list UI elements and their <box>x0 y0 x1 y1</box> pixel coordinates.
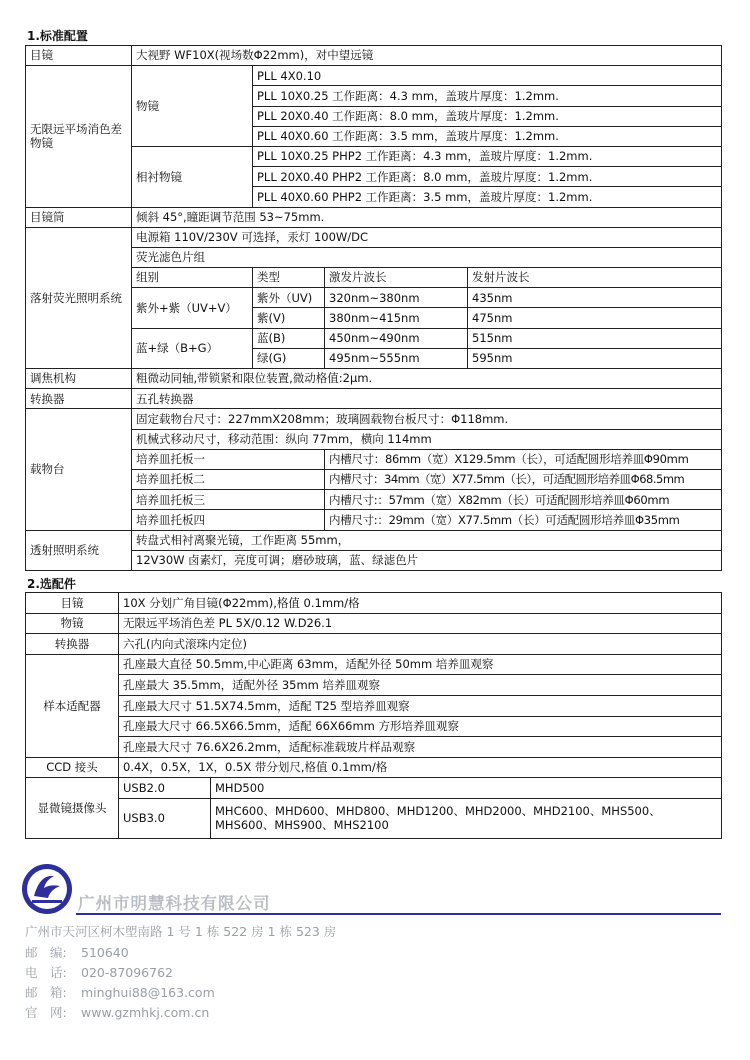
table-row <box>26 593 722 614</box>
trans-label: 透射照明系统 <box>26 530 132 570</box>
opt-eyepiece-label: 目镜 <box>26 593 119 614</box>
phone-label: 电 话: <box>25 965 67 980</box>
website-label: 官 网: <box>25 1005 67 1020</box>
plate-name: 培养皿托板一 <box>132 449 325 469</box>
stage-move: 机械式移动尺寸，移动范围：纵向 77mm，横向 114mm <box>132 429 722 449</box>
footer-divider <box>76 913 721 915</box>
objective-label: 无限远平场消色差物镜 <box>26 66 132 207</box>
table-row <box>26 613 722 634</box>
website-line <box>25 1003 209 1021</box>
objective-group2-label: 相衬物镜 <box>132 146 253 207</box>
objective-item: PLL 4X0.10 <box>253 66 722 86</box>
email-line <box>25 983 215 1001</box>
focus-value: 粗微动同轴,带锁紧和限位装置,微动格值:2μm. <box>132 369 722 389</box>
fluor-label: 落射荧光照明系统 <box>26 227 132 368</box>
objective-group1-label: 物镜 <box>132 66 253 147</box>
postcode-value: 510640 <box>81 945 129 960</box>
company-logo-icon <box>20 862 74 916</box>
adapter-item: 孔座最大直径 50.5mm,中心距离 63mm，适配外径 50mm 培养皿观察 <box>119 654 722 675</box>
table-row <box>26 798 722 838</box>
adapter-item: 孔座最大尺寸 76.6X26.2mm，适配标准载玻片样品观察 <box>119 737 722 758</box>
company-name: 广州市明慧科技有限公司 <box>78 894 271 913</box>
table-row <box>26 675 722 696</box>
camera-usb3: USB3.0 <box>119 798 211 838</box>
table-row <box>26 227 722 247</box>
opt-nosepiece-label: 转换器 <box>26 634 119 655</box>
ccd-value: 0.4X，0.5X，1X，0.5X 带分划尺,格值 0.1mm/格 <box>119 757 722 778</box>
fluor-group2: 蓝+绿（B+G） <box>132 328 253 368</box>
nosepiece-label: 转换器 <box>26 389 132 409</box>
section-title-standard: 1.标准配置 <box>27 29 88 43</box>
trans-line1: 转盘式相衬离聚光镜，工作距离 55mm， <box>132 530 722 550</box>
table-row <box>26 409 722 429</box>
plate-name: 培养皿托板四 <box>132 510 325 530</box>
company-address: 广州市天河区柯木塱南路 1 号 1 栋 522 房 1 栋 523 房 <box>25 924 337 939</box>
eyepiece-value: 大视野 WF10X(视场数Φ22mm)，对中望远镜 <box>132 46 722 66</box>
fluor-ex: 320nm~380nm <box>325 288 468 308</box>
table-row <box>26 737 722 758</box>
postcode-line <box>25 943 129 961</box>
optional-accessories-table <box>25 592 722 839</box>
fluor-header-type: 类型 <box>253 268 325 288</box>
stage-fixed: 固定载物台尺寸：227mmX208mm；玻璃圆载物台板尺寸：Φ118mm. <box>132 409 722 429</box>
phone-value: 020-87096762 <box>81 965 173 980</box>
fluor-em: 595nm <box>468 348 722 368</box>
fluor-type: 紫(V) <box>253 308 325 328</box>
section-title-optional: 2.选配件 <box>27 577 76 591</box>
email-value[interactable]: minghui88@163.com <box>81 985 215 1000</box>
table-row <box>26 46 722 66</box>
table-row <box>26 530 722 550</box>
email-label: 邮 箱: <box>25 985 67 1000</box>
fluor-em: 475nm <box>468 308 722 328</box>
adapter-item: 孔座最大尺寸 66.5X66.5mm，适配 66X66mm 方形培养皿观察 <box>119 716 722 737</box>
fluor-header-em: 发射片波长 <box>468 268 722 288</box>
fluor-em: 515nm <box>468 328 722 348</box>
fluor-ex: 495nm~555nm <box>325 348 468 368</box>
objective-item: PLL 10X0.25 PHP2 工作距离：4.3 mm，盖玻片厚度：1.2mm. <box>253 146 722 166</box>
fluor-type: 绿(G) <box>253 348 325 368</box>
opt-objective-value: 无限远平场消色差 PL 5X/0.12 W.D26.1 <box>119 613 722 634</box>
opt-nosepiece-value: 六孔(内向式滚珠内定位) <box>119 634 722 655</box>
table-row <box>26 716 722 737</box>
fluor-ex: 450nm~490nm <box>325 328 468 348</box>
plate-name: 培养皿托板二 <box>132 469 325 489</box>
plate-name: 培养皿托板三 <box>132 490 325 510</box>
tube-label: 目镜筒 <box>26 207 132 227</box>
adapter-label: 样本适配器 <box>26 654 119 757</box>
table-row <box>26 778 722 799</box>
objective-item: PLL 20X0.40 工作距离：8.0 mm，盖玻片厚度：1.2mm. <box>253 106 722 126</box>
fluor-em: 435nm <box>468 288 722 308</box>
opt-eyepiece-value: 10X 分划广角目镜(Φ22mm),格值 0.1mm/格 <box>119 593 722 614</box>
table-row <box>26 207 722 227</box>
plate-spec: 内槽尺寸:：29mm（宽）X77.5mm（长）可适配圆形培养皿Φ35mm <box>325 510 722 530</box>
fluor-type: 蓝(B) <box>253 328 325 348</box>
table-row <box>26 654 722 675</box>
focus-label: 调焦机构 <box>26 369 132 389</box>
eyepiece-label: 目镜 <box>26 46 132 66</box>
table-row <box>26 389 722 409</box>
objective-item: PLL 40X0.60 工作距离：3.5 mm，盖玻片厚度：1.2mm. <box>253 126 722 146</box>
website-link[interactable]: www.gzmhkj.com.cn <box>81 1005 210 1020</box>
standard-config-table <box>25 45 722 571</box>
table-row <box>26 757 722 778</box>
ccd-label: CCD 接头 <box>26 757 119 778</box>
tube-value: 倾斜 45°,瞳距调节范围 53~75mm. <box>132 207 722 227</box>
postcode-label: 邮 编: <box>25 945 67 960</box>
fluor-type: 紫外（UV) <box>253 288 325 308</box>
fluor-header-ex: 激发片波长 <box>325 268 468 288</box>
fluor-header-group: 组别 <box>132 268 253 288</box>
camera-label: 显微镜摄像头 <box>26 778 119 839</box>
camera-usb3-models: MHC600、MHD600、MHD800、MHD1200、MHD2000、MHD2100、MHS500、MHS600、MHS900、MHS2100 <box>211 798 722 838</box>
nosepiece-value: 五孔转换器 <box>132 389 722 409</box>
phone-line <box>25 963 173 981</box>
objective-item: PLL 10X0.25 工作距离：4.3 mm，盖玻片厚度：1.2mm. <box>253 86 722 106</box>
camera-usb2-models: MHD500 <box>211 778 722 799</box>
table-row <box>26 634 722 655</box>
adapter-item: 孔座最大尺寸 51.5X74.5mm，适配 T25 型培养皿观察 <box>119 695 722 716</box>
plate-spec: 内槽尺寸：34mm（宽）X77.5mm（长），可适配圆形培养皿Φ68.5mm <box>325 469 722 489</box>
camera-usb2: USB2.0 <box>119 778 211 799</box>
adapter-item: 孔座最大 35.5mm，适配外径 35mm 培养皿观察 <box>119 675 722 696</box>
objective-item: PLL 20X0.40 PHP2 工作距离：8.0 mm，盖玻片厚度：1.2mm. <box>253 167 722 187</box>
table-row <box>26 695 722 716</box>
table-row <box>26 369 722 389</box>
fluor-group1: 紫外+紫（UV+V） <box>132 288 253 328</box>
fluor-power: 电源箱 110V/230V 可选择，汞灯 100W/DC <box>132 227 722 247</box>
opt-objective-label: 物镜 <box>26 613 119 634</box>
trans-line2: 12V30W 卤素灯，亮度可调；磨砂玻璃，蓝、绿滤色片 <box>132 550 722 570</box>
table-row <box>26 66 722 86</box>
objective-item: PLL 40X0.60 PHP2 工作距离：3.5 mm，盖玻片厚度：1.2mm. <box>253 187 722 207</box>
plate-spec: 内槽尺寸：86mm（宽）X129.5mm（长），可适配圆形培养皿Φ90mm <box>325 449 722 469</box>
plate-spec: 内槽尺寸:：57mm（宽）X82mm（长）可适配圆形培养皿Φ60mm <box>325 490 722 510</box>
stage-label: 载物台 <box>26 409 132 530</box>
fluor-filter: 荧光滤色片组 <box>132 247 722 267</box>
fluor-ex: 380nm~415nm <box>325 308 468 328</box>
